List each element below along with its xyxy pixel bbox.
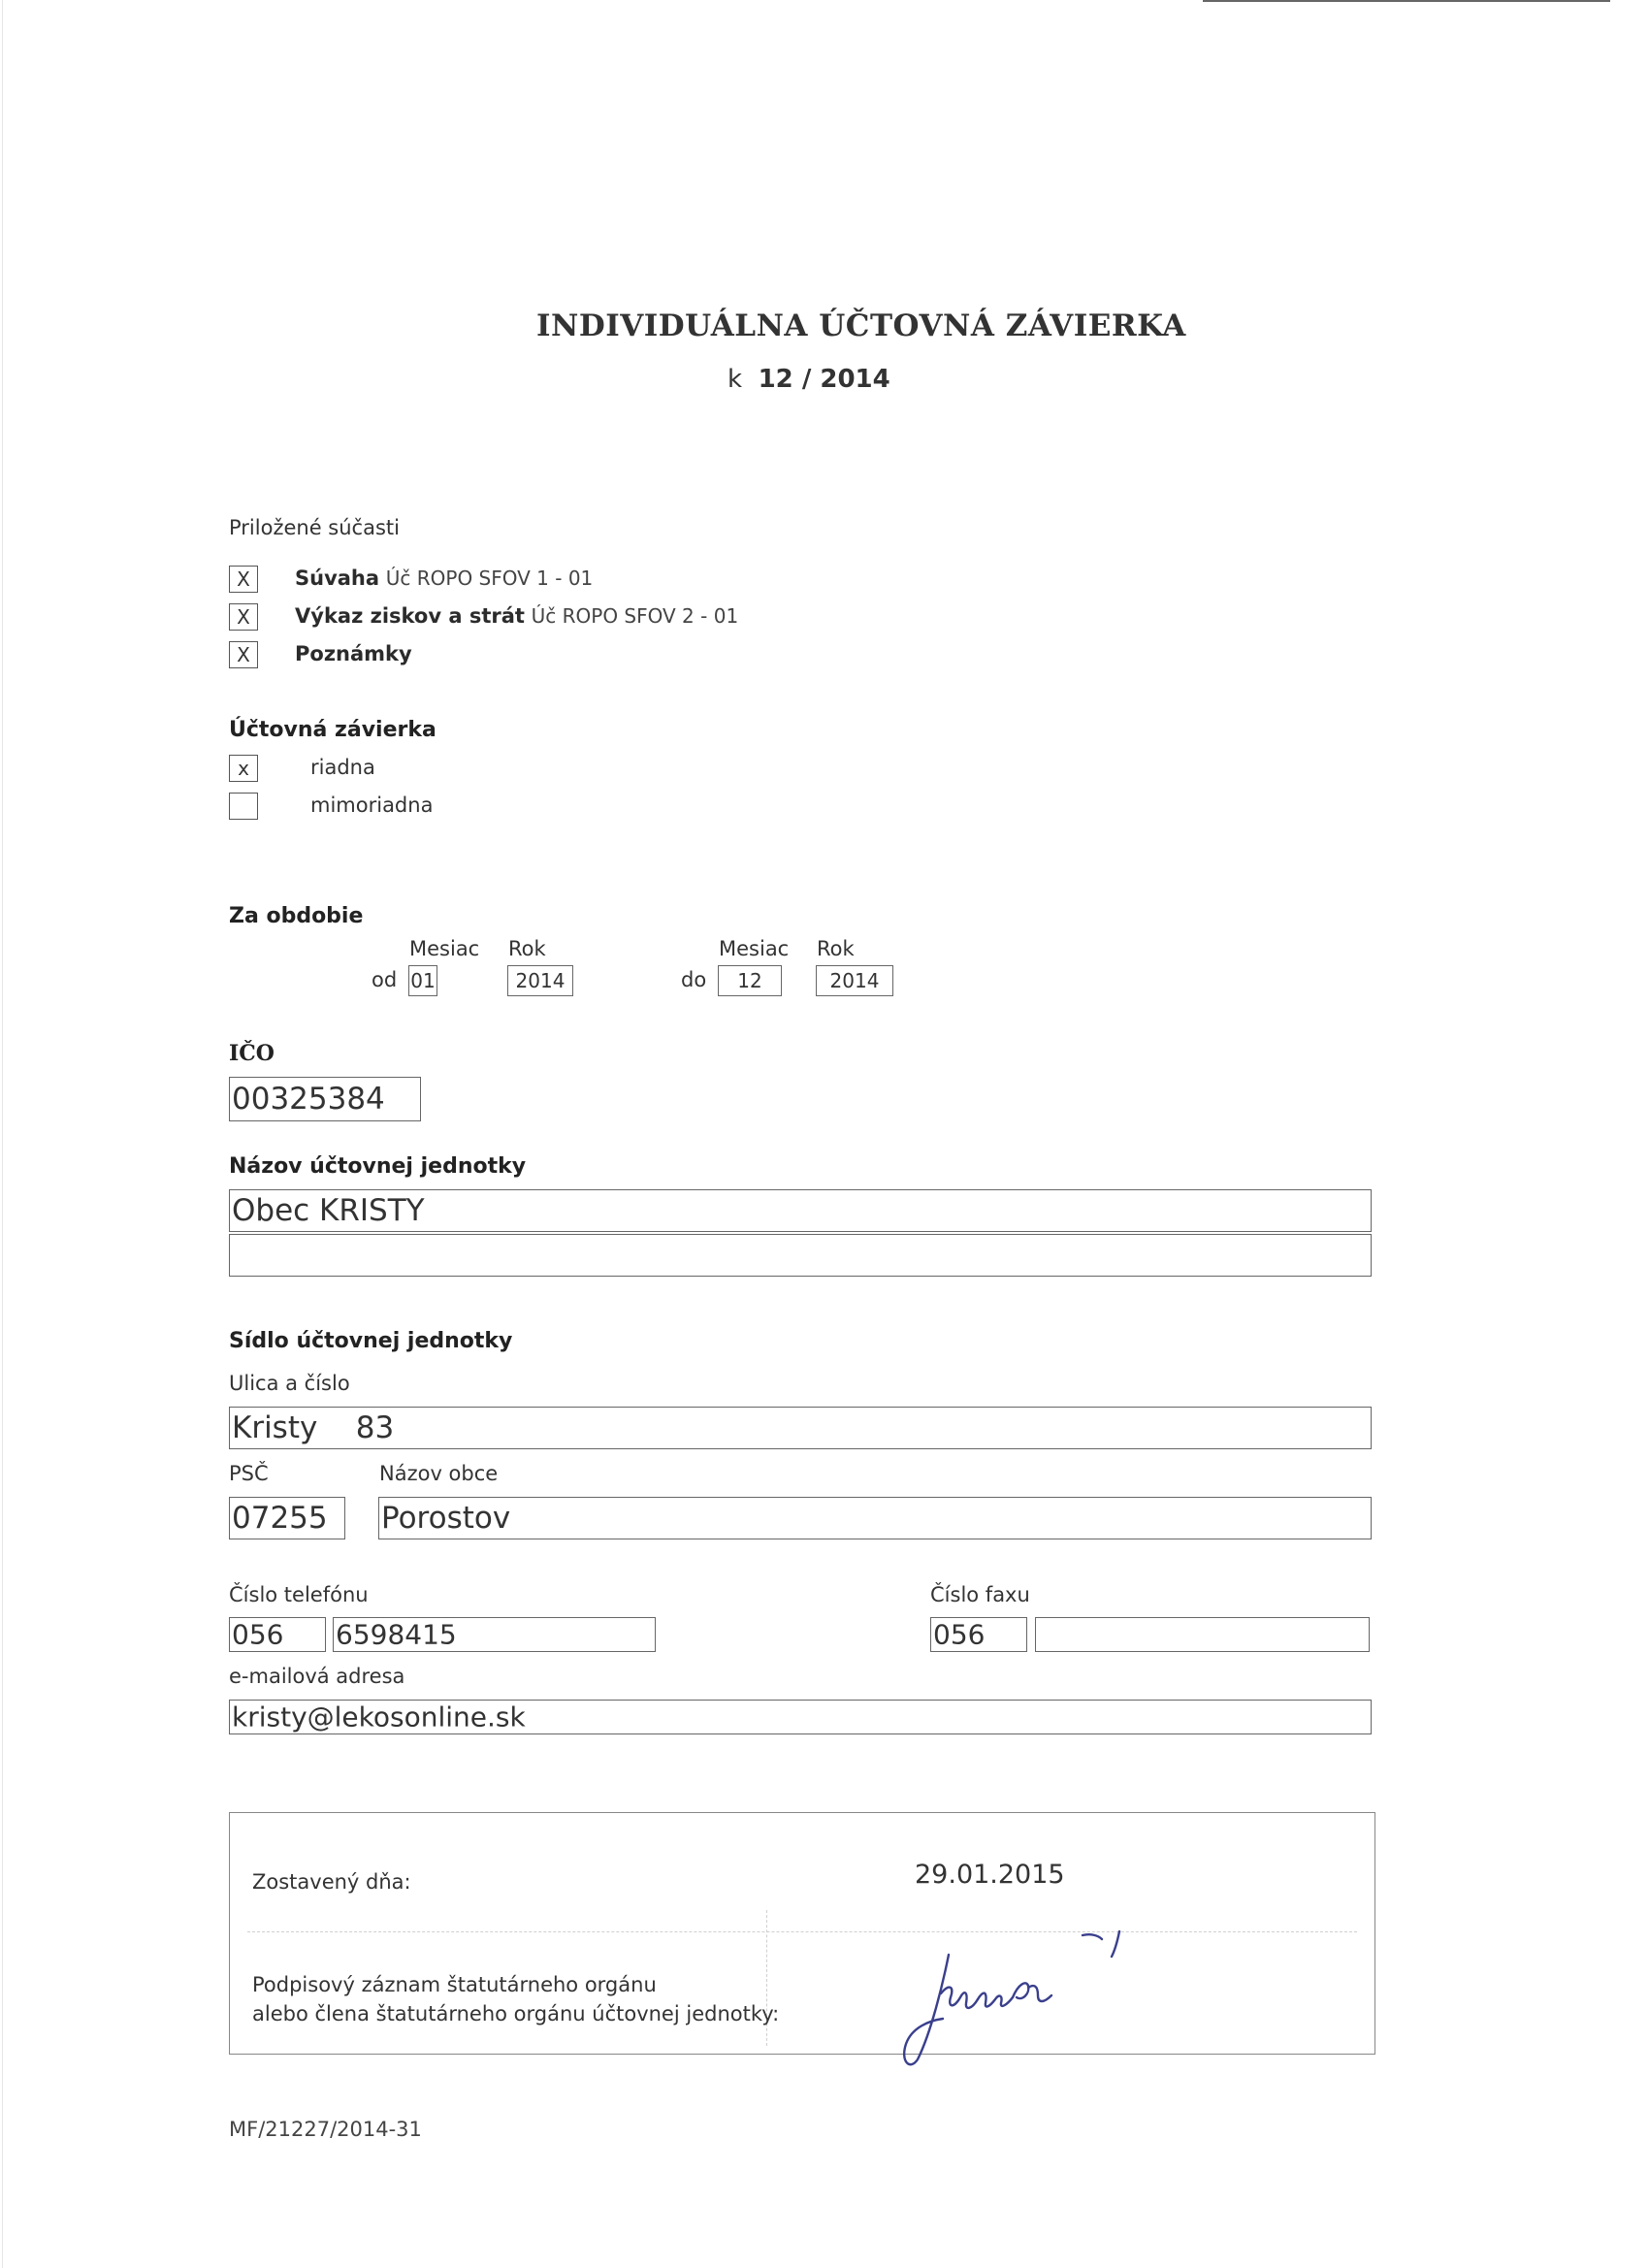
attachment-vykaz xyxy=(295,604,738,628)
page-title: INDIVIDUÁLNA ÚČTOVNÁ ZÁVIERKA xyxy=(536,308,1186,343)
attachment-vykaz-code: Úč ROPO SFOV 2 - 01 xyxy=(531,604,739,628)
street-label: Ulica a číslo xyxy=(229,1372,350,1395)
left-edge-line xyxy=(2,0,3,2268)
email-value: kristy@lekosonline.sk xyxy=(232,1701,526,1733)
name-field-line1[interactable] xyxy=(229,1189,1372,1232)
email-label: e-mailová adresa xyxy=(229,1665,405,1688)
attachment-suvaha-name: Súvaha xyxy=(295,567,380,590)
to-year-field[interactable] xyxy=(816,965,893,996)
address-label: Sídlo účtovnej jednotky xyxy=(229,1329,513,1353)
city-field[interactable] xyxy=(378,1497,1372,1539)
attachments-label: Priložené súčasti xyxy=(229,516,400,539)
to-year-value: 2014 xyxy=(829,969,880,992)
checkbox-poznamky[interactable]: X xyxy=(229,641,258,668)
from-year-value: 2014 xyxy=(515,969,566,992)
option-riadna: riadna xyxy=(310,756,375,779)
psc-field[interactable] xyxy=(229,1497,345,1539)
from-label: od xyxy=(372,968,398,991)
signature-divider-v xyxy=(766,1910,767,2046)
from-month-field[interactable] xyxy=(408,965,437,996)
email-field[interactable] xyxy=(229,1700,1372,1734)
to-label: do xyxy=(681,968,707,991)
footer-code: MF/21227/2014-31 xyxy=(229,2118,422,2141)
checkbox-suvaha[interactable]: X xyxy=(229,566,258,593)
attachment-poznamky-name: Poznámky xyxy=(295,642,412,665)
to-month-field[interactable] xyxy=(718,965,782,996)
name-label: Názov účtovnej jednotky xyxy=(229,1154,527,1179)
name-field-line2[interactable] xyxy=(229,1234,1372,1277)
handwritten-signature xyxy=(892,1926,1145,2071)
attachment-poznamky xyxy=(295,642,412,665)
city-label: Názov obce xyxy=(379,1462,499,1485)
from-year-field[interactable] xyxy=(507,965,573,996)
fax-number-field[interactable] xyxy=(1035,1617,1370,1652)
phone-label: Číslo telefónu xyxy=(229,1583,369,1606)
ico-field[interactable] xyxy=(229,1077,421,1121)
phone-prefix-value: 056 xyxy=(232,1618,284,1651)
street-value: Kristy 83 xyxy=(232,1410,395,1445)
to-year-label: Rok xyxy=(817,937,855,960)
period-heading xyxy=(728,365,890,394)
psc-label: PSČ xyxy=(229,1462,269,1485)
to-month-label: Mesiac xyxy=(719,937,790,960)
signature-divider-h xyxy=(247,1931,1357,1932)
to-month-value: 12 xyxy=(737,969,762,992)
name-line1-value: Obec KRISTY xyxy=(232,1193,425,1228)
from-month-label: Mesiac xyxy=(409,937,480,960)
fax-prefix-field[interactable] xyxy=(930,1617,1027,1652)
checkbox-vykaz[interactable]: X xyxy=(229,603,258,631)
fax-prefix-value: 056 xyxy=(933,1618,986,1651)
ico-label: IČO xyxy=(229,1041,275,1066)
checkbox-mimoriadna[interactable] xyxy=(229,793,258,820)
attachment-suvaha-code: Úč ROPO SFOV 1 - 01 xyxy=(385,567,594,590)
date-value: 29.01.2015 xyxy=(915,1860,1065,1890)
from-year-label: Rok xyxy=(508,937,546,960)
signature-label-line2: alebo člena štatutárneho orgánu účtovnej jednotky: xyxy=(252,2002,780,2025)
phone-number-value: 6598415 xyxy=(336,1618,457,1651)
phone-number-field[interactable] xyxy=(333,1617,656,1652)
fax-label: Číslo faxu xyxy=(930,1583,1030,1606)
street-field[interactable] xyxy=(229,1407,1372,1449)
option-mimoriadna: mimoriadna xyxy=(310,794,434,817)
statement-label: Účtovná závierka xyxy=(229,718,436,742)
phone-prefix-field[interactable] xyxy=(229,1617,326,1652)
from-month-value: 01 xyxy=(410,969,436,992)
city-value: Porostov xyxy=(381,1501,511,1536)
psc-value: 07255 xyxy=(232,1501,328,1536)
ico-value: 00325384 xyxy=(232,1082,385,1117)
period-label: Za obdobie xyxy=(229,904,364,928)
period-value: 12 / 2014 xyxy=(758,365,890,394)
date-label: Zostavený dňa: xyxy=(252,1870,411,1894)
period-k: k xyxy=(728,365,743,394)
top-edge-line xyxy=(1203,0,1610,2)
signature-label-line1: Podpisový záznam štatutárneho orgánu xyxy=(252,1973,657,1996)
attachment-suvaha xyxy=(295,567,593,590)
attachment-vykaz-name: Výkaz ziskov a strát xyxy=(295,604,525,628)
checkbox-riadna[interactable]: x xyxy=(229,755,258,782)
